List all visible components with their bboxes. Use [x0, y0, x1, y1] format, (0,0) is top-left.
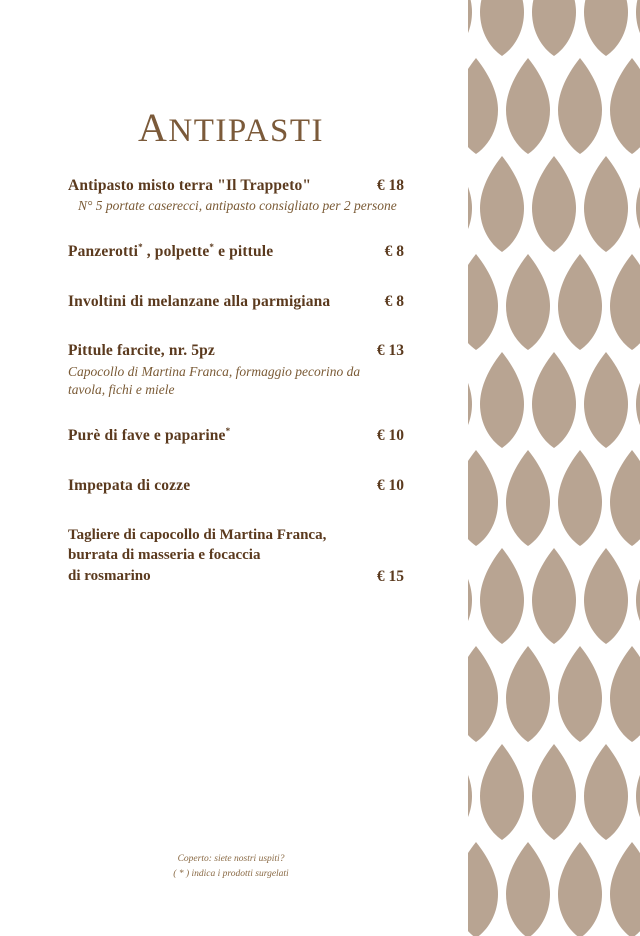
- item-name: Panzerotti* , polpette* e pittule: [68, 242, 274, 261]
- item-price: € 18: [376, 177, 404, 194]
- item-price: € 8: [384, 292, 404, 310]
- list-item: [68, 242, 404, 262]
- item-name-line-1: Tagliere di capocollo di Martina Franca,: [68, 527, 327, 544]
- list-item: [68, 476, 404, 495]
- item-name: Purè di fave e paparine*: [68, 426, 231, 445]
- menu-items-list: [68, 176, 404, 600]
- item-price: € 8: [384, 243, 404, 261]
- item-name-line-2: burrata di masseria e focaccia: [68, 547, 261, 564]
- item-description: Capocollo di Martina Franca, formaggio pecorino da tavola, fichi e miele: [68, 363, 361, 398]
- item-price: € 10: [376, 476, 404, 494]
- page-title-text: ANTIPASTI: [137, 105, 325, 150]
- list-item: [68, 426, 404, 446]
- item-name: Antipasto misto terra "Il Trappeto": [68, 177, 312, 194]
- item-price: € 13: [376, 342, 404, 360]
- page-title: [0, 105, 462, 150]
- footer-note-cover: Coperto: siete nostri uspiti?: [177, 854, 285, 864]
- item-name: Involtini di melanzane alla parmigiana: [68, 292, 331, 310]
- item-name: Impepata di cozze: [68, 476, 191, 494]
- item-description: N° 5 portate caserecci, antipasto consigliato per 2 persone: [78, 198, 397, 214]
- list-item: [68, 525, 404, 586]
- leaf-pattern-decoration: [460, 0, 640, 936]
- list-item: [68, 341, 404, 400]
- item-price: € 10: [376, 427, 404, 445]
- item-price: € 15: [376, 567, 404, 585]
- list-item: [68, 176, 404, 216]
- footer-note-frozen: ( * ) indica i prodotti surgelati: [173, 869, 289, 880]
- list-item: [68, 292, 404, 311]
- item-name: Pittule farcite, nr. 5pz: [68, 342, 215, 360]
- item-name-line-3: di rosmarino: [68, 567, 151, 584]
- footer-notes: [0, 852, 462, 882]
